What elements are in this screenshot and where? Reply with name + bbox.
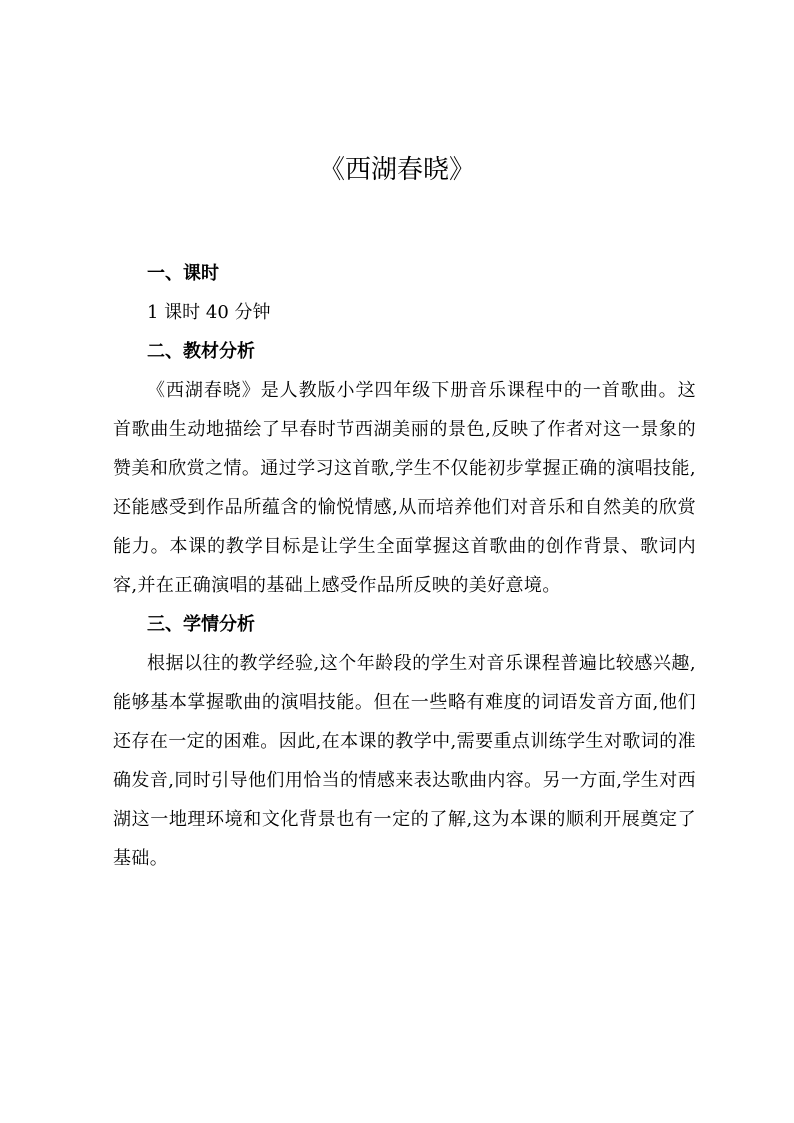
student-analysis-paragraph: 根据以往的教学经验,这个年龄段的学生对音乐课程普遍比较感兴趣,能够基本掌握歌曲的演唱技能。但在一些略有难度的词语发音方面,他们还存在一定的困难。因此,在本课的教学中,需要重点训练学生对歌词的准确发音,同时引导他们用恰当的情感来表达歌曲内容。另一方面,学生对西湖这一地理环境和文化背景也有一定的了解,这为本课的顺利开展奠定了基础。 — [113, 653, 696, 869]
section-heading-textbook-analysis: 二、教材分析 — [147, 341, 255, 362]
section-heading-class-hours: 一、课时 — [147, 263, 219, 284]
document-body — [113, 254, 696, 878]
section-heading-student-analysis: 三、学情分析 — [147, 614, 255, 635]
page-title: 《西湖春晓》 — [318, 155, 475, 185]
textbook-analysis-paragraph: 《西湖春晓》是人教版小学四年级下册音乐课程中的一首歌曲。这首歌曲生动地描绘了早春时节西湖美丽的景色,反映了作者对这一景象的赞美和欣赏之情。通过学习这首歌,学生不仅能初步掌握正确的演唱技能,还能感受到作品所蕴含的愉悦情感,从而培养他们对音乐和自然美的欣赏能力。本课的教学目标是让学生全面掌握这首歌曲的创作背景、歌词内容,并在正确演唱的基础上感受作品所反映的美好意境。 — [113, 380, 696, 596]
class-hours-text: 1 课时 40 分钟 — [147, 302, 271, 323]
